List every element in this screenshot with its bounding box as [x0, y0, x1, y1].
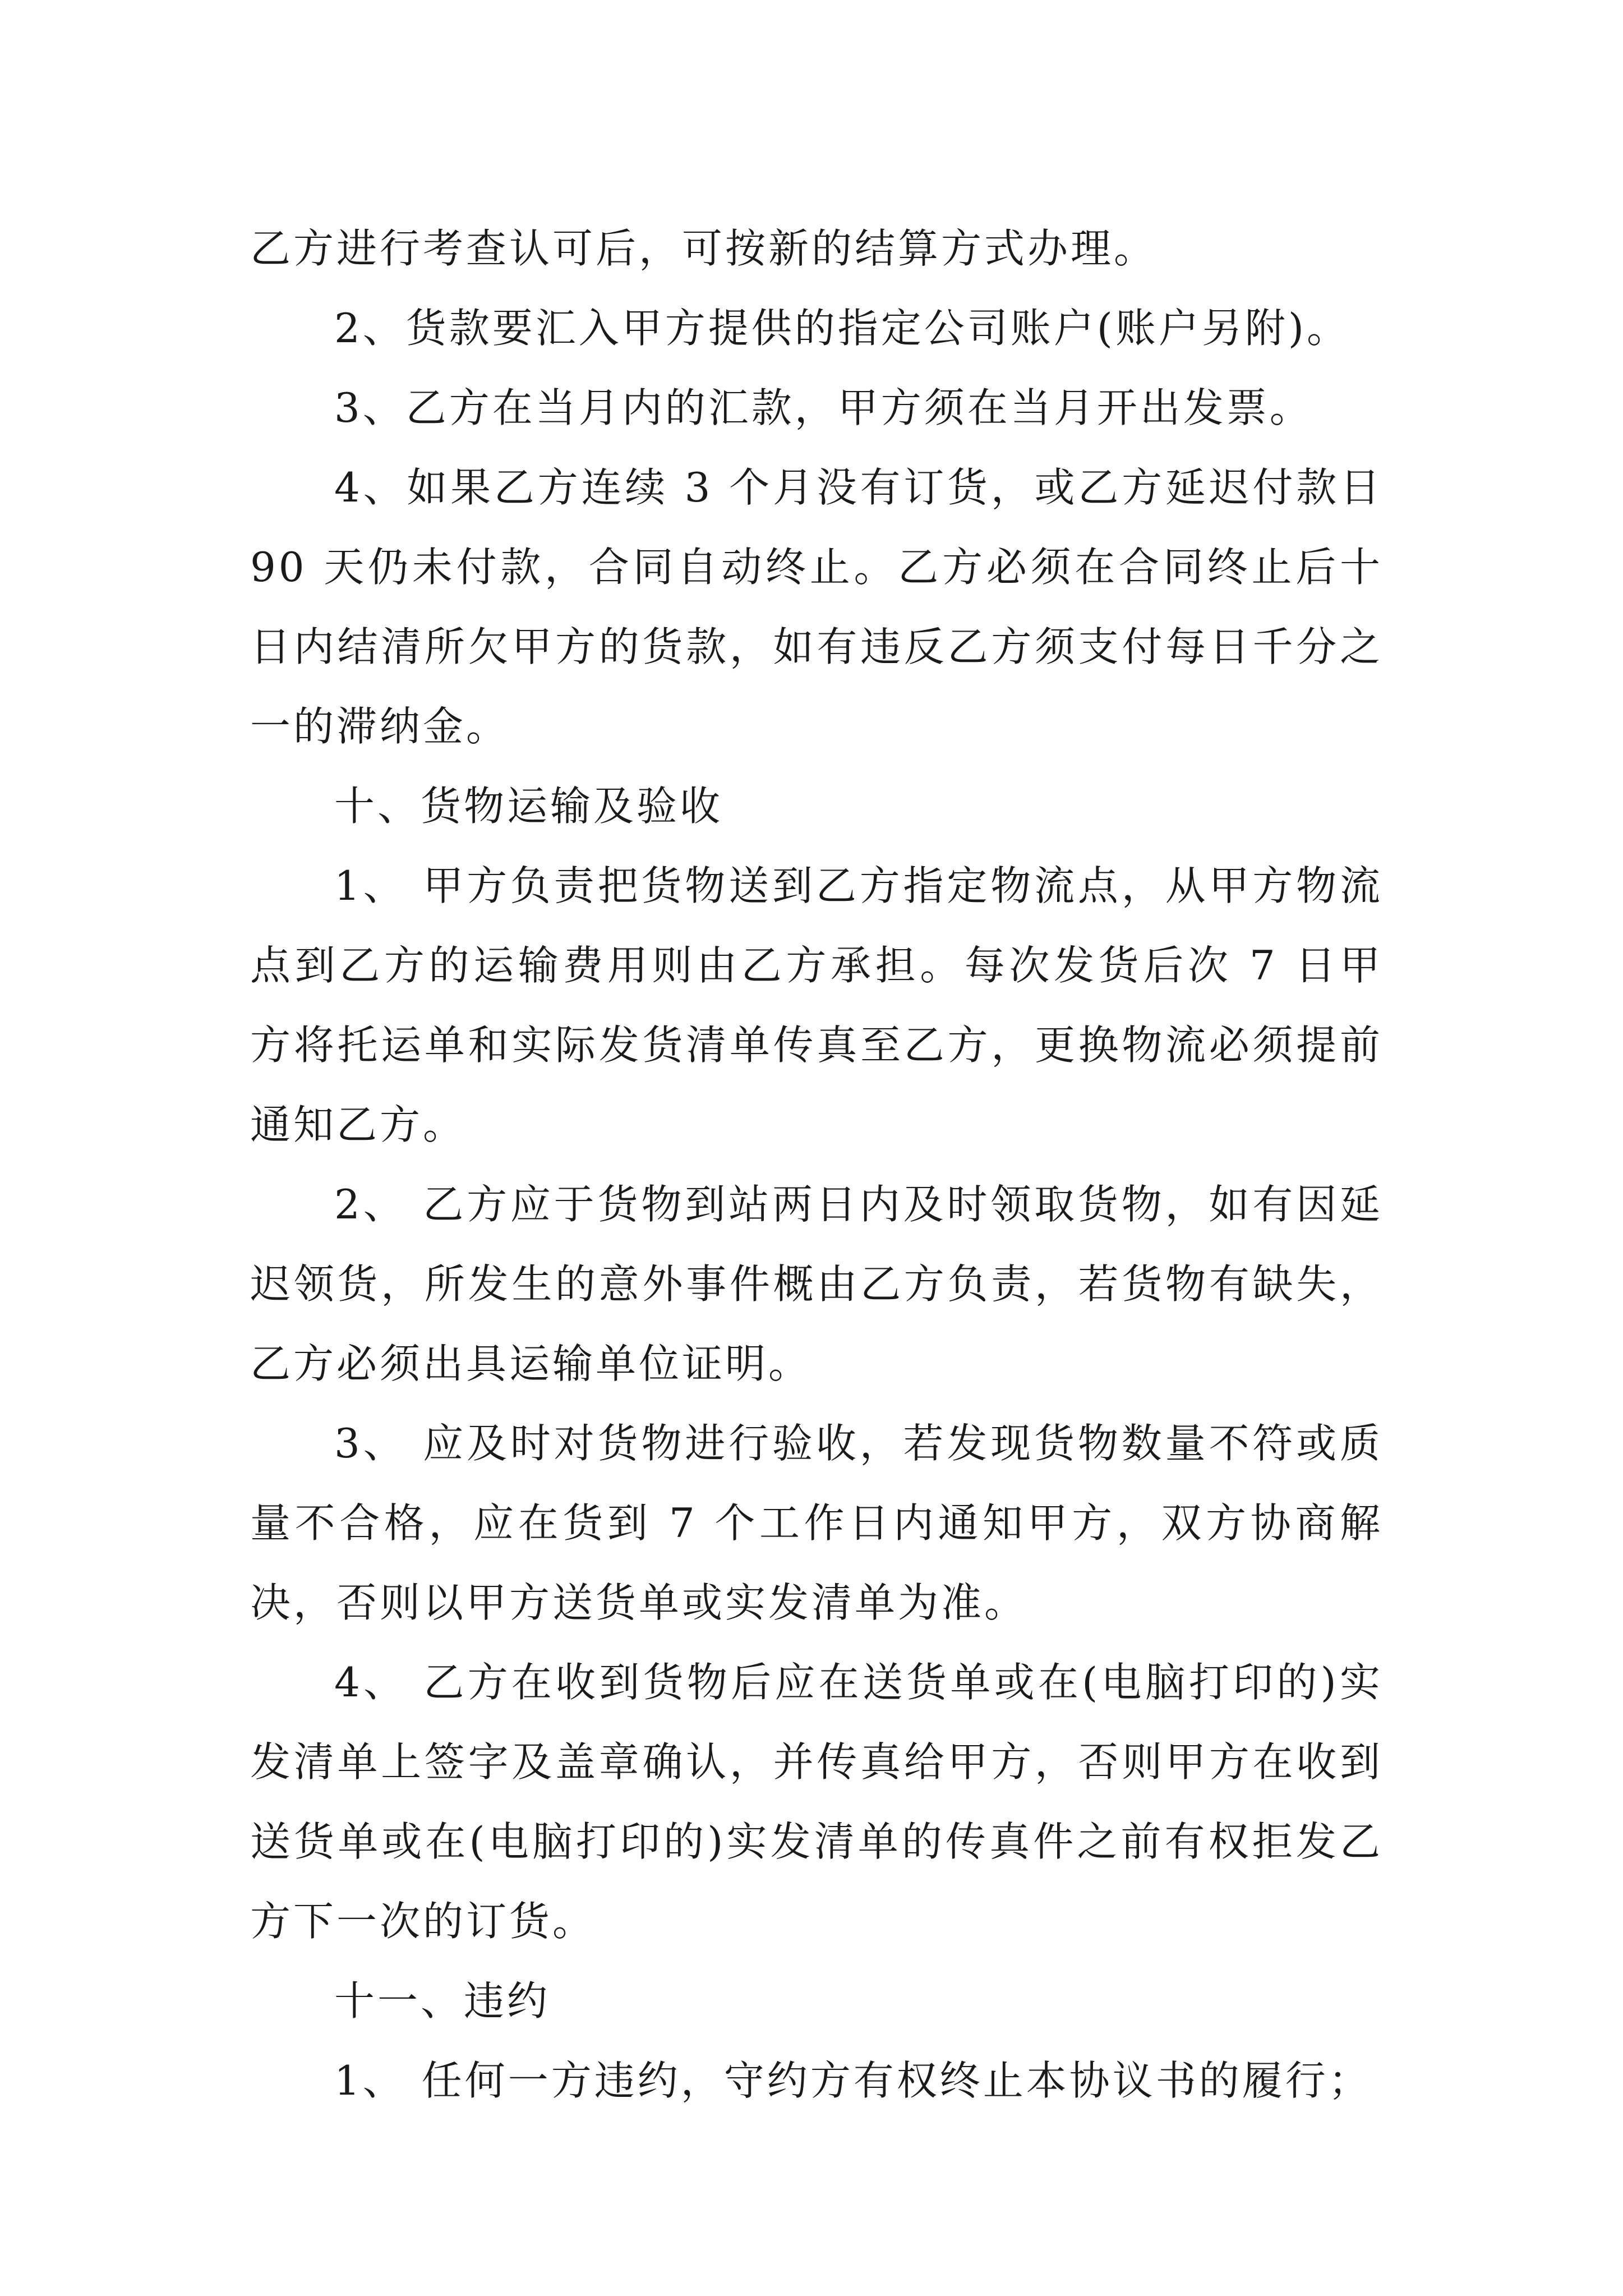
paragraph-contract-termination: 4、如果乙方连续 3 个月没有订货，或乙方延迟付款日 90 天仍未付款，合同自动终止。乙方必须在合同终止后十日内结清所欠甲方的货款，如有违反乙方须支付每日千分之一的滞纳金。: [250, 464, 1383, 750]
paragraph-goods-inspection: 3、 应及时对货物进行验收，若发现货物数量不符或质量不合格，应在货到 7 个工作日内通知甲方，双方协商解决，否则以甲方送货单或实发清单为准。: [250, 1420, 1383, 1626]
paragraph-breach-termination: 1、 任何一方违约，守约方有权终止本协议书的履行；: [334, 2057, 1372, 2104]
section-heading-breach: 十一、违约: [334, 1977, 551, 2024]
paragraph-invoice: 3、乙方在当月内的汇款，甲方须在当月开出发票。: [334, 384, 1313, 431]
section-heading-transport: 十、货物运输及验收: [334, 783, 723, 830]
document-body: [250, 209, 1383, 2120]
paragraph-goods-pickup: 2、 乙方应于货物到站两日内及时领取货物，如有因延迟领货，所发生的意外事件概由乙方负责，若货物有缺失，乙方必须出具运输单位证明。: [250, 1181, 1383, 1387]
paragraph-receipt-confirmation: 4、 乙方在收到货物后应在送货单或在(电脑打印的)实发清单上签字及盖章确认，并传真给甲方，否则甲方在收到送货单或在(电脑打印的)实发清单的传真件之前有权拒发乙方下一次的订货。: [250, 1659, 1383, 1945]
paragraph-payment-account: 2、货款要汇入甲方提供的指定公司账户(账户另附)。: [334, 305, 1350, 352]
paragraph-settlement-continuation: 乙方进行考查认可后，可按新的结算方式办理。: [250, 225, 1158, 272]
paragraph-transport-delivery: 1、 甲方负责把货物送到乙方指定物流点，从甲方物流点到乙方的运输费用则由乙方承担。每次发货后次 7 日甲方将托运单和实际发货清单传真至乙方，更换物流必须提前通知乙方。: [250, 862, 1383, 1148]
